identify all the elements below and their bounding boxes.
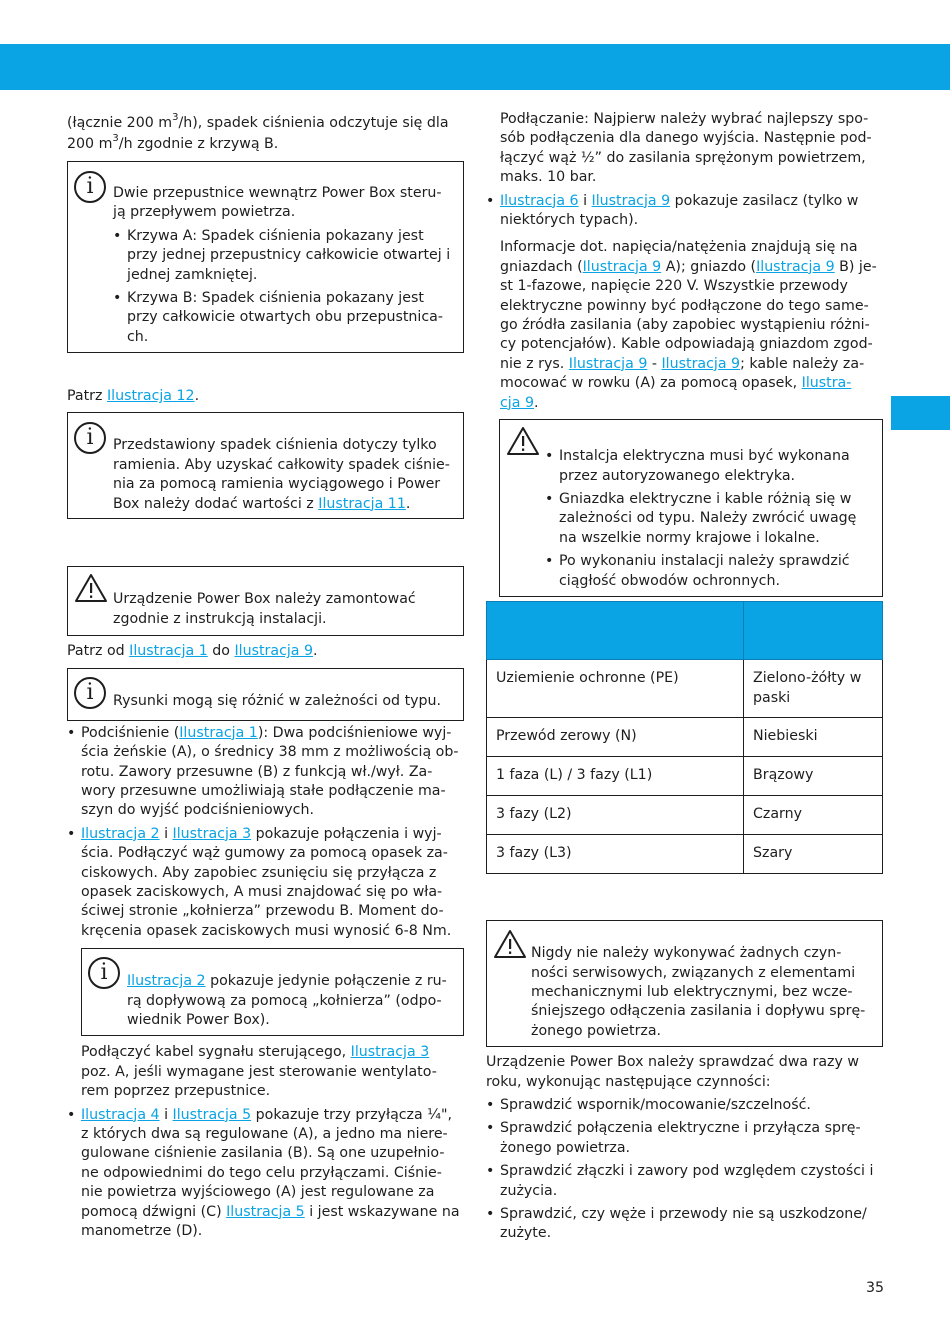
list-item: • Gniazdka elektryczne i kable różnią się w zależności od typu. Należy zwrócić uwagę na wszelkie normy krajowe i lokalne. — [545, 490, 875, 548]
info-text: Ilustracja 2 pokazuje jedynie połączenie z ru- rą dopływową za pomocą „kołnierza” (odpo- wiednik Power Box). — [127, 973, 447, 1029]
info-icon: i — [74, 171, 106, 203]
info-text: Przedstawiony spadek ciśnienia dotyczy tylko ramienia. Aby uzyskać całkowity spadek ciśnie- nia za pomocą ramienia wyciągowego i Power Box należy dodać wartości z Ilustracja 11. — [113, 437, 450, 512]
signal-cable-text: Podłączyć kabel sygnału sterującego, Ilustracja 3 poz. A, jeśli wymagane jest sterowanie wentylato- rem poprzez przepustnice. — [81, 1044, 437, 1100]
info-icon: i — [74, 422, 106, 454]
link-figure-1[interactable]: Ilustracja 1 — [179, 724, 258, 741]
page-number: 35 — [865, 1280, 884, 1296]
info-box-collar — [81, 948, 464, 1036]
chapter-tab — [891, 396, 950, 430]
list-item: • Sprawdzić wspornik/mocowanie/szczelność. — [486, 1096, 883, 1115]
connecting-paragraph: Podłączanie: Najpierw należy wybrać najlepszy spo- sób podłączenia dla danego wyjścia. Następnie pod- łączyć wąż ½” do zasilania sprężonym powietrzem, maks. 10 bar. — [500, 111, 872, 186]
table-cell: 3 fazy (L3) — [487, 835, 744, 874]
warning-icon — [493, 929, 527, 959]
wire-color-table — [486, 601, 883, 874]
table-cell: 3 fazy (L2) — [487, 796, 744, 835]
info-box-pressure — [67, 412, 464, 519]
link-figure-9[interactable]: Ilustracja 9 — [756, 258, 835, 275]
table-cell: Uziemienie ochronne (PE) — [487, 660, 744, 718]
table-header-row — [487, 602, 883, 660]
warning-icon — [74, 573, 108, 603]
link-figure-5[interactable]: Ilustracja 5 — [226, 1203, 305, 1220]
table-header-cell — [744, 602, 883, 660]
list-item-connections: • Ilustracja 2 i Ilustracja 3 pokazuje połączenia i wyj- ścia. Podłączyć wąż gumowy za pomocą opasek za- ciskowych. Aby zapobiec zsunięciu się przyłącza z opasek zaciskowych, A musi znajdować się po wła- ściwej stronie „kołnierza” przewodu B. Moment do- kręcenia opasek zaciskowych musi wynosić 6-8 Nm. i Ilustracja 2 pokazuje jedynie połączenie z ru- rą dopływową za pomocą „kołnierza” (odpo- wiednik Power Box). Podłączyć kabel sygnału sterującego, Ilustracja 3 poz. A, jeśli wymagane jest sterowanie wentylato- rem poprzez przepustnice. — [67, 825, 464, 1102]
list-item: • Po wykonaniu instalacji należy sprawdzić ciągłość obwodów ochronnych. — [545, 552, 875, 591]
list-item: • Krzywa B: Spadek ciśnienia pokazany jest przy całkowicie otwartych obu przepustnica- ch. — [113, 289, 463, 347]
link-figure-2[interactable]: Ilustracja 2 — [81, 825, 160, 842]
flow-paragraph: (łącznie 200 $m^3/h$), spadek ciśnienia odczytuje się dla 200 $m^3/h$ zgodnie z krzywą B. — [67, 112, 449, 152]
table-row — [487, 796, 883, 835]
table-cell: Szary — [744, 835, 883, 874]
info-icon: i — [74, 677, 106, 709]
header-bar — [0, 44, 950, 90]
link-figure-9[interactable]: cja 9 — [500, 394, 534, 411]
link-figure-9[interactable]: Ilustracja 9 — [568, 355, 648, 372]
link-figure-6[interactable]: Ilustracja 6 — [500, 192, 579, 209]
voltage-paragraph: Informacje dot. napięcia/natężenia znajdują się na gniazdach (Ilustracja 9 A); gniazdo (Ilustracja 9 B) je- st 1-fazowe, napięcie 220 V. Wszystkie przewody elektryczne powinny być podłączone do tego same- go źródła zasilania (aby zapobiec wystąpieniu różni- cy potencjałów). Kable odpowiadają gniazdom zgod- nie z rys. Ilustracja 9 - Ilustracja 9; kable należy za- mocować w rowku (A) za pomocą opasek, Ilustra- cja 9. — [500, 239, 877, 411]
info-text: Rysunki mogą się różnić w zależności od typu. — [113, 692, 442, 709]
table-header-cell — [487, 602, 744, 660]
list-item: • Sprawdzić połączenia elektryczne i przyłącza sprę- żonego powietrza. — [486, 1119, 883, 1158]
link-figure-2[interactable]: Ilustracja 2 — [127, 973, 206, 990]
table-cell: Zielono-żółty w paski — [744, 660, 883, 718]
link-figure-1[interactable]: Ilustracja 1 — [129, 643, 208, 660]
link-figure-9[interactable]: Ilustracja 9 — [234, 643, 314, 660]
link-figure-3[interactable]: Ilustracja 3 — [172, 825, 252, 842]
info-box-dampers — [67, 161, 464, 353]
warning-box-electrical — [499, 419, 883, 597]
link-figure-5[interactable]: Ilustracja 5 — [172, 1106, 252, 1123]
link-figure-4[interactable]: Ilustracja 4 — [81, 1106, 160, 1123]
table-cell: Brązowy — [744, 757, 883, 796]
link-figure-3[interactable]: Ilustracja 3 — [350, 1044, 430, 1061]
link-figure-12[interactable]: Ilustracja 12 — [106, 388, 195, 404]
table-cell: Niebieski — [744, 718, 883, 757]
table-row — [487, 718, 883, 757]
table-row — [487, 660, 883, 718]
warning-icon — [506, 426, 540, 456]
list-item-power-supply: • Ilustracja 6 i Ilustracja 9 pokazuje zasilacz (tylko w niektórych typach). — [486, 192, 883, 231]
table-row — [487, 757, 883, 796]
table-cell: Czarny — [744, 796, 883, 835]
list-item: • Sprawdzić złączki i zawory pod względem czystości i zużycia. — [486, 1162, 883, 1201]
list-item-air-connectors: • Ilustracja 4 i Ilustracja 5 pokazuje trzy przyłącza ¼", z których dwa są regulowane (A), a jedno ma niere- gulowane ciśnienie zasilania (B). Są one uzupełnio- ne odpowiednimi do tego celu przyłączami. Ciśnie- nie powietrza wyjściowego (A) jest regulowane za pomocą dźwigni (C) Ilustracja 5 i jest wskazywane na manometrze (D). — [67, 1106, 464, 1242]
list-item: • Krzywa A: Spadek ciśnienia pokazany jest przy jednej przepustnicy całkowicie otwartej i jednej zamkniętej. — [113, 227, 463, 285]
list-item: • Instalcja elektryczna musi być wykonana przez autoryzowanego elektryka. — [545, 447, 875, 486]
warning-text: Urządzenie Power Box należy zamontować zgodnie z instrukcją instalacji. — [113, 591, 416, 627]
link-figure-9[interactable]: Ilustracja 9 — [582, 258, 662, 275]
table-cell: 1 faza (L) / 3 fazy (L1) — [487, 757, 744, 796]
see-figure-12: Patrz Ilustracja 12. — [67, 388, 200, 404]
table-cell: Przewód zerowy (N) — [487, 718, 744, 757]
info-box-figures — [67, 668, 464, 721]
list-item: • Sprawdzić, czy węże i przewody nie są uszkodzone/ zużyte. — [486, 1205, 883, 1244]
right-column — [486, 110, 883, 1244]
left-column — [67, 113, 464, 1241]
info-icon: i — [88, 957, 120, 989]
link-figure-9[interactable]: Ilustracja 9 — [591, 192, 671, 209]
link-figure-11[interactable]: Ilustracja 11 — [318, 495, 406, 512]
link-figure-9[interactable]: Ilustra- — [801, 375, 852, 392]
warning-text: Nigdy nie należy wykonywać żadnych czyn- ności serwisowych, związanych z elementami mechanicznymi lub elektrycznymi, bez wcze- śniejszego odłączenia zasilania i dopływu sprę- żonego powietrza. — [531, 945, 866, 1039]
warning-box-service — [486, 920, 883, 1047]
see-figures-1-9: Patrz od Ilustracja 1 do Ilustracja 9. — [67, 643, 318, 660]
maintenance-intro: Urządzenie Power Box należy sprawdzać dwa razy w roku, wykonując następujące czynności: — [486, 1054, 859, 1090]
list-item-vacuum: • Podciśnienie (Ilustracja 1): Dwa podciśnieniowe wyj- ścia żeńskie (A), o średnicy 38 mm z możliwością ob- rotu. Zawory przesuwne (B) z funkcją wł./wył. Za- wory przesuwne umożliwiają stałe podłączenie ma- szyn do wyjść podciśnieniowych. — [67, 724, 464, 821]
warning-box-install — [67, 566, 464, 636]
table-row — [487, 835, 883, 874]
link-figure-9[interactable]: Ilustracja 9 — [661, 355, 741, 372]
info-text: Dwie przepustnice wewnątrz Power Box steru- ją przepływem powietrza. — [113, 185, 442, 221]
